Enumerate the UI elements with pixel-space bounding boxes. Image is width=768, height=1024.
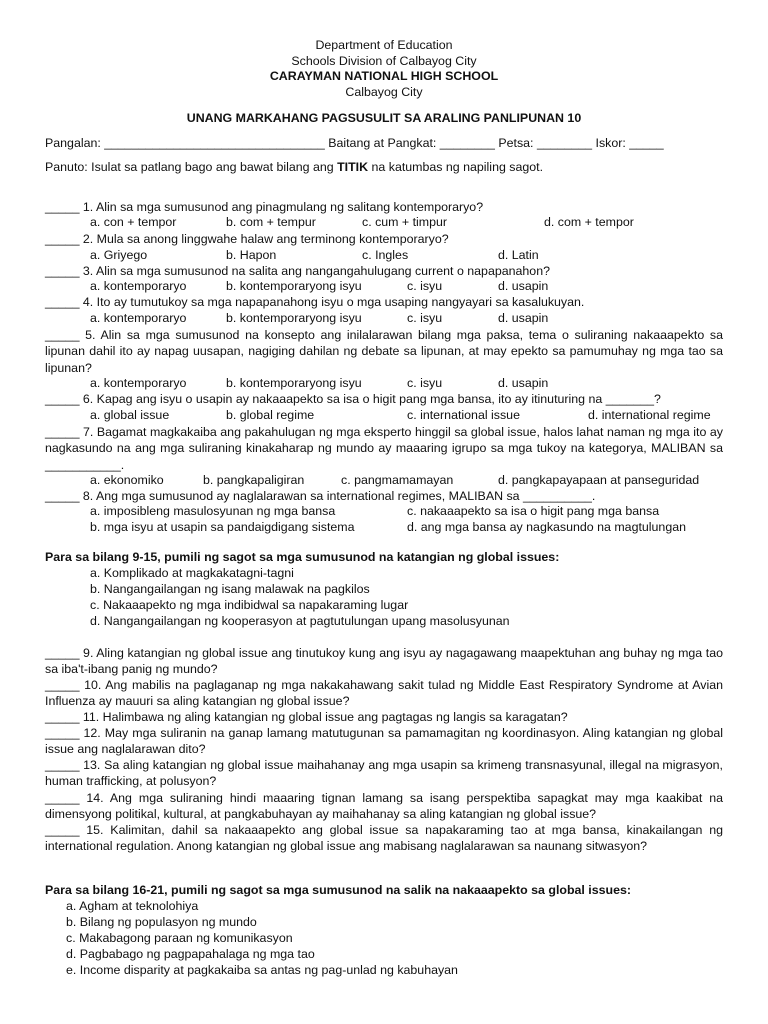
question-12: _____ 12. May mga suliranin na ganap lamang matutugunan sa pamamagitan ng koordinasyon. Aling katangian ng global issue ang naglalarawan dito?	[45, 726, 723, 757]
characteristic-c: c. Nakaaapekto ng mga indibidwal sa napakaraming lugar	[90, 598, 409, 612]
question-7: _____ 7. Bagamat magkakaiba ang pakahulugan ng mga eksperto hinggil sa global issue, halos lahat naman ng mga ito ay nagkasundo na ang mga suliraning kinakaharap ng mundo ay maaaring igrupo sa mga tukoy na kategorya, MALIBAN sa ___________.	[45, 425, 723, 472]
factor-d: d. Pagbabago ng pagpapahalaga ng mga tao	[66, 947, 315, 961]
q1-option-a: a. con + tempor	[90, 215, 177, 229]
instructions-post: na katumbas ng napiling sagot.	[368, 160, 544, 174]
q8-option-d: d. ang mga bansa ay nagkasundo na magtulungan	[407, 520, 687, 534]
instructions-pre: Panuto: Isulat sa patlang bago ang bawat bilang ang	[45, 160, 338, 174]
instructions	[45, 160, 543, 174]
q2-option-d: d. Latin	[498, 248, 539, 262]
division-line: Schools Division of Calbayog City	[291, 53, 477, 68]
question-3: _____ 3. Alin sa mga sumusunod na salita ang nangangahulugang current o napapanahon?	[45, 264, 550, 278]
q8-option-c: c. nakaaapekto sa isa o higit pang mga bansa	[407, 504, 660, 518]
q5-option-d: d. usapin	[498, 376, 549, 390]
q7-option-d: d. pangkapayapaan at panseguridad	[498, 473, 700, 487]
question-1: _____ 1. Alin sa mga sumusunod ang pinagmulang ng salitang kontemporaryo?	[45, 200, 484, 214]
q2-option-c: c. Ingles	[362, 248, 409, 262]
instructions-bold: TITIK	[337, 160, 369, 174]
factor-a: a. Agham at teknolohiya	[66, 899, 199, 913]
document-header	[0, 38, 768, 100]
q6-option-a: a. global issue	[90, 408, 170, 422]
section-3-title: Para sa bilang 16-21, pumili ng sagot sa mga sumusunod na salik na nakaaapekto sa global issues:	[45, 883, 631, 897]
q7-option-c: c. pangmamamayan	[341, 473, 454, 487]
q4-option-a: a. kontemporaryo	[90, 311, 187, 325]
question-8: _____ 8. Ang mga sumusunod ay naglalarawan sa international regimes, MALIBAN sa __________.	[45, 489, 596, 503]
city-line: Calbayog City	[345, 84, 423, 99]
characteristic-d: d. Nangangailangan ng kooperasyon at pagtutulungan upang masolusyunan	[90, 614, 510, 628]
question-11: _____ 11. Halimbawa ng aling katangian ng global issue ang pagtagas ng langis sa karagatan?	[45, 710, 568, 724]
question-10: _____ 10. Ang mabilis na paglaganap ng mga nakakahawang sakit tulad ng Middle East Respiratory Syndrome at Avian Influenza ay mauuri sa aling katangian ng global issue?	[45, 678, 723, 709]
question-2: _____ 2. Mula sa anong linggwahe halaw ang terminong kontemporaryo?	[45, 232, 449, 246]
question-9: _____ 9. Aling katangian ng global issue ang tinutukoy kung ang isyu ay nagagawang maapektuhan ang buhay ng mga tao sa iba't-ibang panig ng mundo?	[45, 646, 723, 677]
factor-e: e. Income disparity at pagkakaiba sa antas ng pag-unlad ng kabuhayan	[66, 963, 458, 977]
characteristic-b: b. Nangangailangan ng isang malawak na pagkilos	[90, 582, 370, 596]
q3-option-d: d. usapin	[498, 279, 549, 293]
question-13: _____ 13. Sa aling katangian ng global issue maihahanay ang mga usapin sa krimeng transnasyunal, illegal na migrasyon, human trafficking, at polusyon?	[45, 758, 723, 789]
q5-option-b: b. kontemporaryong isyu	[226, 376, 362, 390]
q2-option-a: a. Griyego	[90, 248, 148, 262]
q5-option-a: a. kontemporaryo	[90, 376, 187, 390]
exam-title: UNANG MARKAHANG PAGSUSULIT SA ARALING PANLIPUNAN 10	[186, 111, 582, 125]
q6-option-b: b. global regime	[226, 408, 315, 422]
question-6: _____ 6. Kapag ang isyu o usapin ay nakaaapekto sa isa o higit pang mga bansa, ito ay itinuturing na _______?	[45, 392, 661, 406]
department-line: Department of Education	[315, 38, 453, 52]
characteristic-a: a. Komplikado at magkakatagni-tagni	[90, 566, 294, 580]
q4-option-c: c. isyu	[407, 311, 443, 325]
question-15: _____ 15. Kalimitan, dahil sa nakaaapekto ang global issue sa napakaraming tao at mga bansa, kinakailangan ng international regulation. Anong katangian ng global issue ang mabisang naglalarawan sa naunang sitwasyon?	[45, 823, 723, 854]
q4-option-d: d. usapin	[498, 311, 549, 325]
student-info-fields: Pangalan: ________________________________ Baitang at Pangkat: ________ Petsa: ________ Iskor: _____	[45, 136, 664, 150]
school-name: CARAYMAN NATIONAL HIGH SCHOOL	[269, 69, 499, 83]
q1-option-b: b. com + tempur	[226, 215, 316, 229]
q6-option-c: c. international issue	[407, 408, 520, 422]
q7-option-b: b. pangkapaligiran	[203, 473, 305, 487]
q3-option-a: a. kontemporaryo	[90, 279, 187, 293]
factor-c: c. Makabagong paraan ng komunikasyon	[66, 931, 293, 945]
section-2-title: Para sa bilang 9-15, pumili ng sagot sa mga sumusunod na katangian ng global issues:	[45, 550, 560, 564]
q3-option-b: b. kontemporaryong isyu	[226, 279, 362, 293]
q3-option-c: c. isyu	[407, 279, 443, 293]
question-14: _____ 14. Ang mga suliraning hindi maaaring tignan lamang sa isang perspektiba sapagkat may mga kaakibat na dimensyong politikal, kultural, at pangkabuhayan ay maihahanay sa aling katangian ng global issue?	[45, 791, 723, 822]
factor-b: b. Bilang ng populasyon ng mundo	[66, 915, 257, 929]
q6-option-d: d. international regime	[588, 408, 711, 422]
q8-option-a: a. imposibleng masulosyunan ng mga bansa	[90, 504, 336, 518]
q1-option-c: c. cum + timpur	[362, 215, 448, 229]
q4-option-b: b. kontemporaryong isyu	[226, 311, 362, 325]
q8-option-b: b. mga isyu at usapin sa pandaigdigang sistema	[90, 520, 355, 534]
q2-option-b: b. Hapon	[226, 248, 277, 262]
q5-option-c: c. isyu	[407, 376, 443, 390]
q1-option-d: d. com + tempor	[544, 215, 634, 229]
question-4: _____ 4. Ito ay tumutukoy sa mga napapanahong isyu o mga usaping nangyayari sa kasalukuyan.	[45, 295, 585, 309]
question-5: _____ 5. Alin sa mga sumusunod na konsepto ang inilalarawan bilang mga paksa, tema o suliraning nakaaapekto sa lipunan dahil ito ay napag uusapan, nagiging dahilan ng debate sa lipunan, at may epekto sa pamumuhay ng mga tao sa lipunan?	[45, 328, 723, 375]
q7-option-a: a. ekonomiko	[90, 473, 164, 487]
